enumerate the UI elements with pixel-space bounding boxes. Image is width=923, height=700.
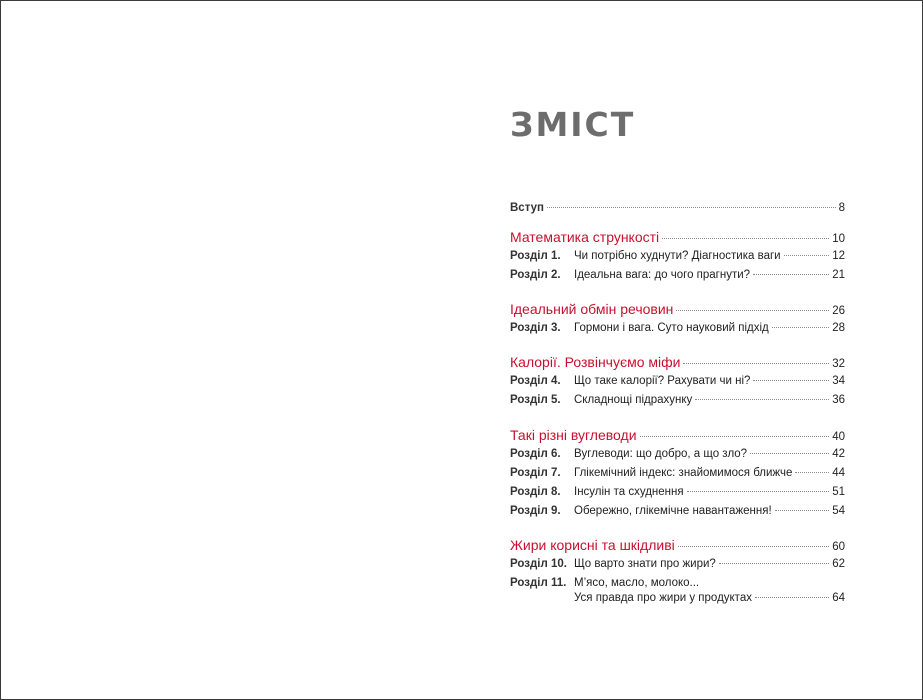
toc-chapter-number: Розділ 4. <box>510 375 561 387</box>
toc-chapter-title-block <box>574 577 845 604</box>
dot-leader <box>755 596 829 598</box>
toc-section[interactable] <box>510 537 845 557</box>
toc-chapter-number: Розділ 1. <box>510 250 561 262</box>
toc-page-number: 40 <box>832 431 845 443</box>
dot-leader <box>784 254 830 256</box>
dot-leader <box>695 398 829 400</box>
toc-page-number: 54 <box>832 505 845 517</box>
toc-chapter-number: Розділ 2. <box>510 269 561 281</box>
toc-section[interactable] <box>510 301 845 321</box>
toc-chapter-number: Розділ 11. <box>510 577 567 589</box>
toc-chapter-number: Розділ 3. <box>510 322 561 334</box>
toc-page-number: 32 <box>832 358 845 370</box>
page-title: ЗМІСТ <box>510 105 636 144</box>
toc-chapter[interactable] <box>510 558 845 578</box>
toc-page-number: 62 <box>832 558 845 570</box>
left-page <box>2 2 462 698</box>
toc-chapter-number: Розділ 8. <box>510 486 561 498</box>
toc-chapter[interactable] <box>510 486 845 506</box>
toc-page-number: 51 <box>832 486 845 498</box>
toc-intro[interactable] <box>510 202 845 222</box>
toc-chapter[interactable] <box>510 269 845 289</box>
toc-chapter-title: Інсулін та схуднення <box>574 486 684 498</box>
right-page <box>462 2 922 698</box>
dot-leader <box>753 273 829 275</box>
toc-chapter-title: Вуглеводи: що добро, а що зло? <box>574 448 748 460</box>
toc-chapter[interactable] <box>510 250 845 270</box>
toc-section-title: Калорії. Розвінчуємо міфи <box>510 354 681 370</box>
toc-page-number: 34 <box>832 375 845 387</box>
toc-chapter[interactable] <box>510 375 845 395</box>
toc-chapter[interactable] <box>510 322 845 342</box>
dot-leader <box>750 452 829 454</box>
toc-chapter-subtitle: Уся правда про жири у продуктах <box>574 592 752 604</box>
dot-leader <box>775 509 830 511</box>
toc-chapter-number: Розділ 10. <box>510 558 567 570</box>
dot-leader <box>547 206 836 208</box>
toc-chapter[interactable] <box>510 467 845 487</box>
toc-section-title: Ідеальний обмін речовин <box>510 301 674 317</box>
toc-section-title: Жири корисні та шкідливі <box>510 537 675 553</box>
toc-page-number: 21 <box>832 269 845 281</box>
toc-chapter-number: Розділ 7. <box>510 467 561 479</box>
dot-leader <box>662 237 829 239</box>
toc-intro-label: Вступ <box>510 202 544 214</box>
toc-page-number: 12 <box>832 250 845 262</box>
dot-leader <box>687 490 830 492</box>
dot-leader <box>795 471 829 473</box>
dot-leader <box>678 545 829 547</box>
toc-page-number: 60 <box>832 541 845 553</box>
toc-chapter-number: Розділ 9. <box>510 505 561 517</box>
toc-chapter-title: Глікемічний індекс: знайомимося ближче <box>574 467 793 479</box>
toc-chapter[interactable] <box>510 505 845 525</box>
dot-leader <box>753 379 829 381</box>
toc-chapter-number: Розділ 6. <box>510 448 561 460</box>
toc-chapter-title: Ідеальна вага: до чого прагнути? <box>574 269 751 281</box>
toc-page-number: 64 <box>832 592 845 604</box>
toc-page-number: 26 <box>832 305 845 317</box>
toc-page-number: 10 <box>832 233 845 245</box>
toc-page-number: 42 <box>832 448 845 460</box>
toc-page-number: 28 <box>832 322 845 334</box>
toc-section-title: Математика стрункості <box>510 229 660 245</box>
toc-section[interactable] <box>510 354 845 374</box>
dot-leader <box>683 362 829 364</box>
toc-chapter-title-line2 <box>574 592 845 604</box>
toc-section[interactable] <box>510 427 845 447</box>
toc-chapter-title: Гормони і вага. Суто науковий підхід <box>574 322 769 334</box>
toc-chapter-title: Що варто знати про жири? <box>574 558 716 570</box>
toc-chapter[interactable] <box>510 448 845 468</box>
dot-leader <box>719 562 829 564</box>
toc-page-number: 36 <box>832 394 845 406</box>
dot-leader <box>772 326 829 328</box>
toc-section[interactable] <box>510 229 845 249</box>
toc-chapter-title: М’ясо, масло, молоко... <box>574 577 700 589</box>
toc-chapter-title: Складнощі підрахунку <box>574 394 693 406</box>
toc-page-number: 8 <box>838 202 845 214</box>
toc-chapter-title: Що таке калорії? Рахувати чи ні? <box>574 375 751 387</box>
dot-leader <box>640 435 830 437</box>
toc-section-title: Такі різні вуглеводи <box>510 427 637 443</box>
dot-leader <box>676 309 829 311</box>
toc-chapter[interactable] <box>510 577 845 611</box>
toc-chapter-title: Чи потрібно худнути? Діагностика ваги <box>574 250 781 262</box>
toc-chapter-title: Обережно, глікемічне навантаження! <box>574 505 772 517</box>
toc-page-number: 44 <box>832 467 845 479</box>
toc-chapter-number: Розділ 5. <box>510 394 561 406</box>
toc-chapter[interactable] <box>510 394 845 414</box>
